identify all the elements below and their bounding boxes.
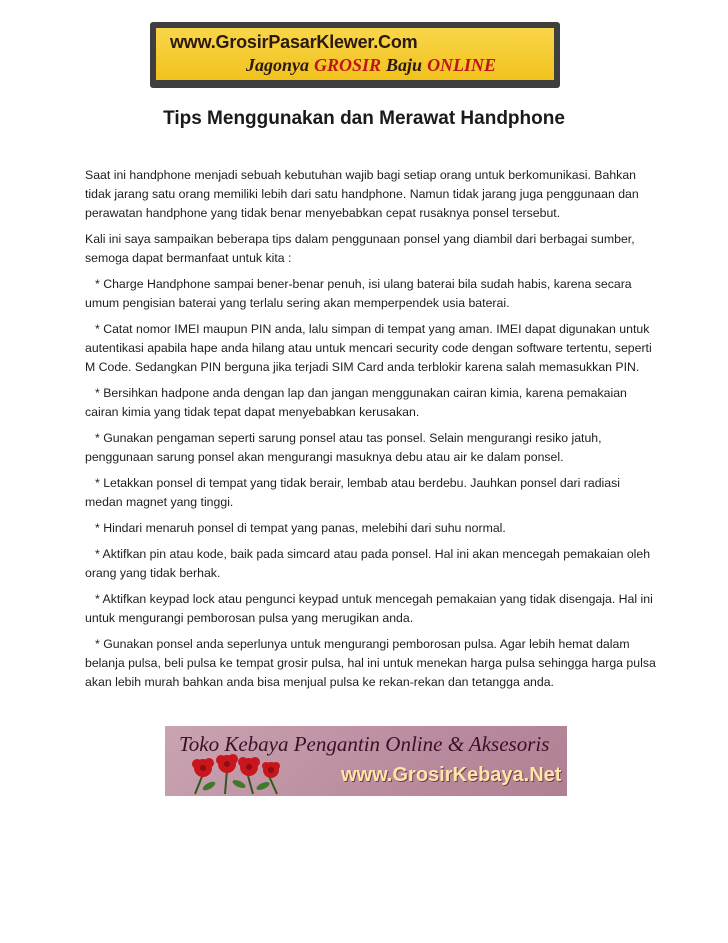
article-body — [85, 166, 660, 699]
slogan-word-3: Baju — [386, 55, 423, 75]
bottom-banner-ad[interactable] — [165, 726, 567, 796]
bottom-banner-tagline: Toko Kebaya Pengantin Online & Aksesoris — [179, 732, 550, 756]
intro-paragraph: Kali ini saya sampaikan beberapa tips dalam penggunaan ponsel yang diambil dari berbagai sumber, semoga dapat bermanfaat untuk kita : — [85, 232, 635, 265]
tip-item: * Gunakan pengaman seperti sarung ponsel atau tas ponsel. Selain mengurangi resiko jatuh, penggunaan sarung ponsel akan mengurangi masuknya debu atau air ke dalam ponsel. — [85, 431, 602, 464]
slogan-word-4: ONLINE — [427, 55, 497, 75]
tip-item: * Letakkan ponsel di tempat yang tidak berair, lembab atau berdebu. Jauhkan ponsel dari radiasi medan magnet yang tinggi. — [85, 476, 621, 509]
slogan-word-1: Jagonya — [246, 55, 309, 75]
tip-item: * Aktifkan keypad lock atau pengunci keypad untuk mencegah pemakaian yang tidak disengaja. Hal ini untuk mengurangi pemborosan pulsa yang merugikan anda. — [85, 592, 653, 625]
tip-item: * Hindari menaruh ponsel di tempat yang panas, melebihi dari suhu normal. — [95, 521, 506, 535]
tip-item: * Bersihkan hadpone anda dengan lap dan jangan menggunakan cairan kimia, karena pemakaian cairan kimia yang tidak tepat dapat menyebabkan kerusakan. — [85, 386, 627, 419]
intro-paragraph: Saat ini handphone menjadi sebuah kebutuhan wajib bagi setiap orang untuk berkomunikasi. Bahkan tidak jarang satu orang memiliki lebih dari satu handphone. Namun tidak jarang juga penggunaan dan perawatan handphone yang tidak benar menyebabkan cepat rusaknya ponsel tersebut. — [85, 168, 639, 220]
slogan-word-2: GROSIR — [314, 55, 382, 75]
top-banner-background — [156, 28, 554, 80]
top-banner-slogan — [246, 55, 496, 76]
top-banner-url: www.GrosirPasarKlewer.Com — [170, 32, 418, 52]
tip-item: * Gunakan ponsel anda seperlunya untuk mengurangi pemborosan pulsa. Agar lebih hemat dalam belanja pulsa, beli pulsa ke tempat grosir pulsa, hal ini untuk menekan harga pulsa sehingga harga pulsa akan lebih murah bahkan anda bisa menjual pulsa ke rekan-rekan dan tetangga anda. — [85, 637, 656, 689]
tip-item: * Aktifkan pin atau kode, baik pada simcard atau pada ponsel. Hal ini akan mencegah pemakaian oleh orang yang tidak berhak. — [85, 547, 651, 580]
bottom-banner-url: www.GrosirKebaya.Net — [341, 764, 562, 786]
page-title: Tips Menggunakan dan Merawat Handphone — [163, 108, 565, 129]
top-banner-ad[interactable] — [150, 22, 560, 88]
tip-item: * Catat nomor IMEI maupun PIN anda, lalu simpan di tempat yang aman. IMEI dapat digunakan untuk autentikasi apabila hape anda hilang atau untuk mencari security code dengan software tertentu, seperti M Code. Sedangkan PIN berguna jika terjadi SIM Card anda terblokir karena salah memasukkan PIN. — [85, 322, 652, 374]
tip-item: * Charge Handphone sampai bener-benar penuh, isi ulang baterai bila sudah habis, karena secara umum pengisian baterai yang terlalu sering akan memperpendek usia baterai. — [85, 277, 632, 310]
